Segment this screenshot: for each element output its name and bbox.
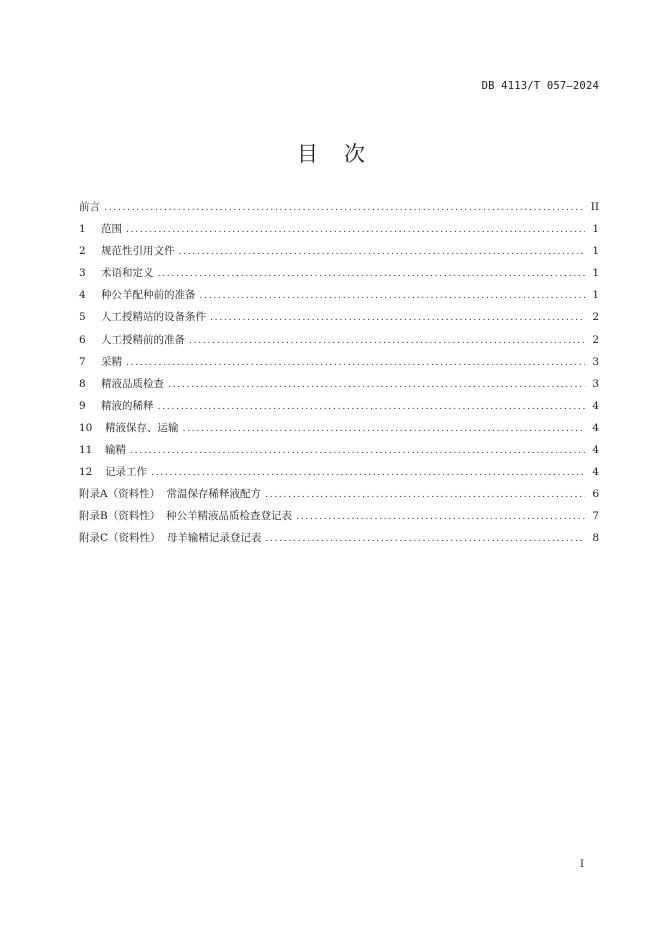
toc-page-number: 2 (592, 333, 599, 346)
toc-section-number: 3 (79, 267, 86, 280)
toc-section-number: 4 (79, 289, 86, 302)
toc-title: 精液的稀释 (101, 399, 154, 412)
toc-page-number: 4 (592, 421, 599, 434)
toc-appendix-label: 附录A（资料性） (79, 488, 161, 501)
document-code: DB 4113/T 057—2024 (481, 80, 599, 92)
toc-section-number: 11 (79, 444, 93, 457)
toc-title: 规范性引用文件 (101, 245, 175, 258)
toc-title: 种公羊精液品质检查登记表 (165, 510, 292, 523)
toc-leader-dots (210, 312, 585, 323)
toc-leader-dots (168, 379, 585, 390)
toc-section-number: 8 (79, 377, 86, 390)
toc-page-number: 2 (592, 311, 599, 324)
toc-appendix-label: 附录B（资料性） (79, 510, 161, 523)
toc-leader-dots (200, 290, 586, 301)
toc-appendix-label: 附录C（资料性） (79, 532, 161, 545)
toc-title: 人工授精站的设备条件 (101, 311, 206, 324)
toc-page-number: 3 (592, 355, 599, 368)
toc-page-number: 4 (592, 466, 599, 479)
toc-leader-dots (158, 401, 586, 412)
toc-leader-dots (183, 423, 586, 434)
toc-entry[interactable] (79, 354, 599, 376)
toc-entry-appendix-a[interactable] (79, 486, 599, 508)
toc-section-number: 5 (79, 311, 86, 324)
page-title: 目次 (297, 142, 391, 166)
toc-title: 记录工作 (105, 466, 147, 479)
toc-entry[interactable] (79, 420, 599, 442)
toc-entry[interactable] (79, 398, 599, 420)
toc-section-number: 7 (79, 355, 86, 368)
toc-section-number: 1 (79, 223, 86, 236)
toc-page-number: 3 (592, 377, 599, 390)
toc-page-number: 1 (592, 223, 599, 236)
toc-entry-foreword[interactable] (79, 199, 599, 221)
toc-leader-dots (158, 268, 586, 279)
toc-page-number: 1 (592, 267, 599, 280)
toc-leader-dots (265, 489, 585, 500)
toc-leader-dots (265, 533, 585, 544)
toc-section-number: 2 (79, 245, 86, 258)
toc-section-number: 6 (79, 333, 86, 346)
toc-title: 精液品质检查 (101, 377, 164, 390)
toc-entry-appendix-b[interactable] (79, 508, 599, 530)
toc-title: 精液保存、运输 (105, 421, 179, 434)
toc-page-number: 4 (592, 399, 599, 412)
toc-section-number: 12 (79, 466, 93, 479)
toc-leader-dots (126, 357, 585, 368)
toc-page-number: 1 (592, 245, 599, 258)
toc-entry[interactable] (79, 442, 599, 464)
toc-leader-dots (130, 445, 585, 456)
toc-page-number: 7 (592, 510, 599, 523)
footer-page-number: I (580, 859, 584, 870)
toc-title: 人工授精前的准备 (101, 333, 185, 346)
toc-title: 术语和定义 (101, 267, 154, 280)
toc-title: 前言 (79, 201, 100, 213)
toc-leader-dots (189, 335, 585, 346)
toc-entry[interactable] (79, 221, 599, 243)
toc-title: 输精 (105, 444, 126, 457)
toc-title: 范围 (101, 223, 122, 236)
toc-leader-dots (179, 246, 586, 257)
toc-entry[interactable] (79, 332, 599, 354)
toc-entry[interactable] (79, 464, 599, 486)
table-of-contents (79, 199, 599, 553)
toc-leader-dots (296, 511, 585, 522)
toc-entry[interactable] (79, 243, 599, 265)
toc-section-number: 10 (79, 421, 93, 434)
toc-title: 采精 (101, 355, 122, 368)
toc-title: 母羊输精记录登记表 (166, 532, 262, 545)
toc-entry[interactable] (79, 376, 599, 398)
toc-title: 种公羊配种前的准备 (101, 289, 196, 302)
toc-entry[interactable] (79, 265, 599, 287)
toc-page-number: 8 (592, 532, 599, 545)
toc-page-number: 4 (592, 444, 599, 457)
toc-entry-appendix-c[interactable] (79, 530, 599, 552)
toc-leader-dots (151, 467, 585, 478)
toc-page-number: II (590, 201, 599, 213)
toc-page-number: 6 (592, 488, 599, 501)
toc-leader-dots (126, 224, 585, 235)
toc-section-number: 9 (79, 399, 86, 412)
toc-page-number: 1 (592, 289, 599, 302)
toc-entry[interactable] (79, 287, 599, 309)
toc-entry[interactable] (79, 309, 599, 331)
toc-leader-dots (104, 202, 585, 213)
toc-title: 常温保存稀释液配方 (166, 488, 261, 501)
